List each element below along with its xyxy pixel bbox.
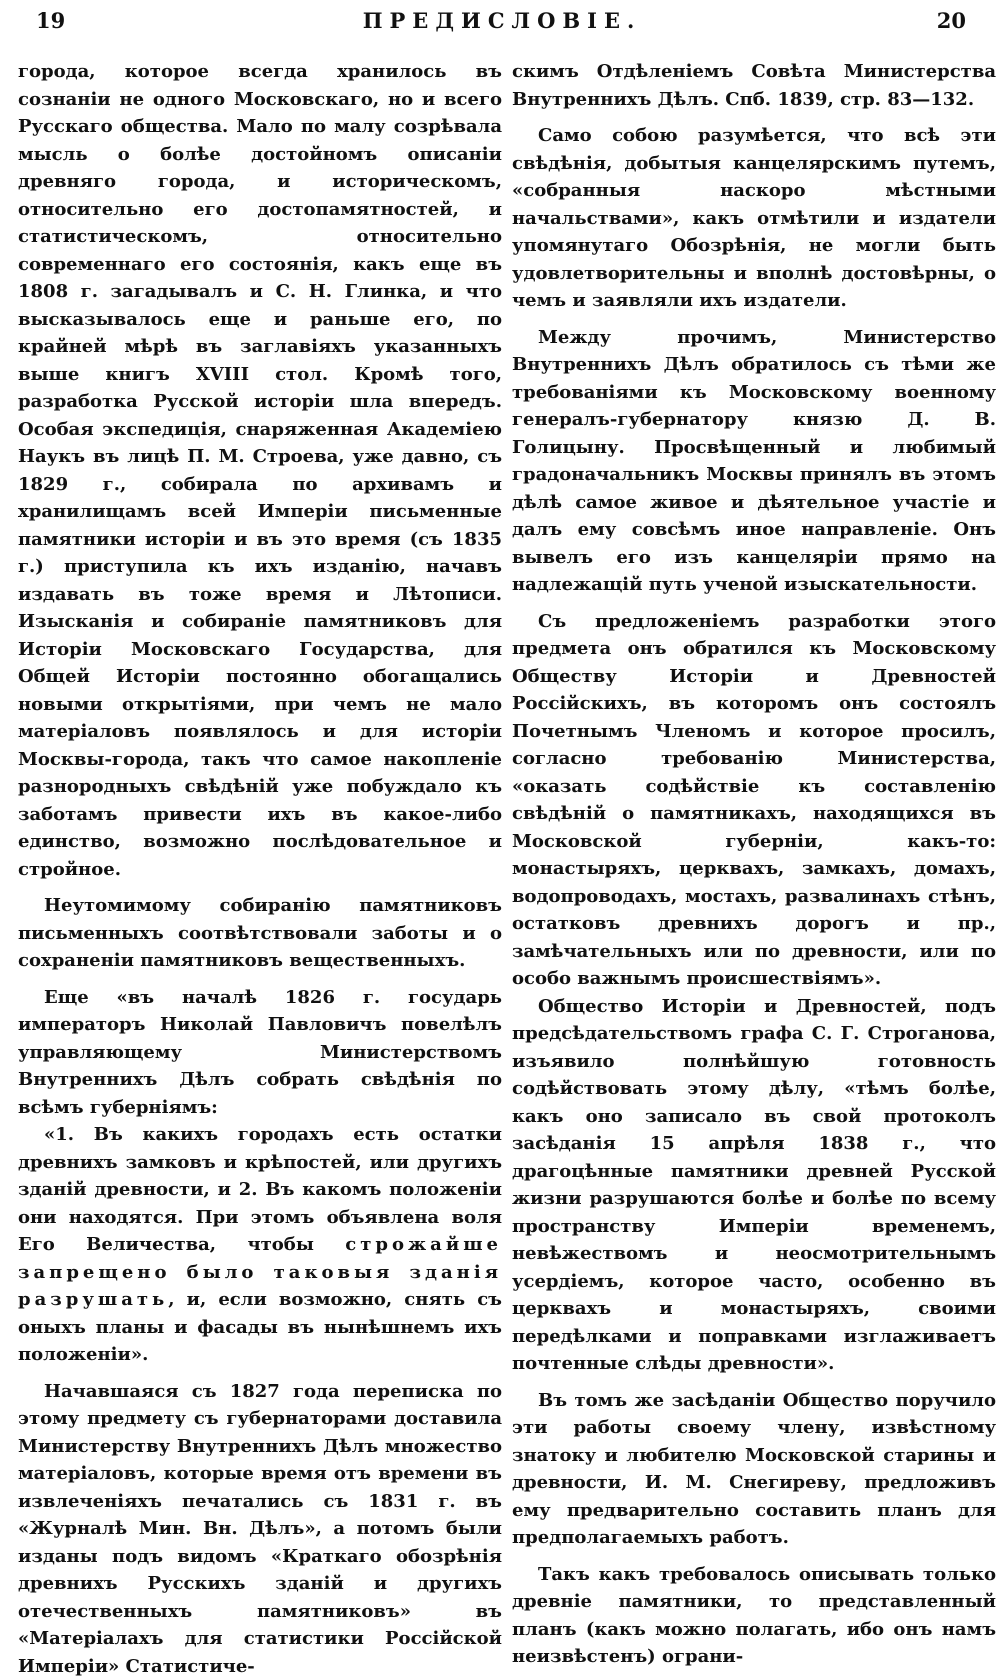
right-paragraph-7: Такъ какъ требовалось описывать только древніе памятники, то представленный планъ (какъ можно полагать, ибо онъ намъ неизвѣстенъ) ограни-: [512, 1561, 996, 1671]
page-number-right: 20: [937, 8, 966, 33]
page-number-left: 19: [36, 8, 65, 33]
left-paragraph-5: Начавшаяся съ 1827 года переписка по этому предмету съ губернаторами доставила Министерству Внутреннихъ Дѣлъ множество матеріаловъ, которые время отъ времени въ извлеченіяхъ печатались съ 1831 г. въ «Журналѣ Мин. Вн. Дѣлъ», а потомъ были изданы подъ видомъ «Краткаго обозрѣнія древнихъ Русскихъ зданій и другихъ отечественныхъ памятниковъ» въ «Матеріалахъ для статистики Россійской Имперіи» Статистиче-: [18, 1378, 502, 1680]
left-paragraph-2: Неутомимому собиранію памятниковъ письменныхъ соотвѣтствовали заботы и о сохраненіи памятниковъ вещественныхъ.: [18, 892, 502, 975]
right-paragraph-5: Общество Исторіи и Древностей, подъ предсѣдательствомъ графа С. Г. Строганова, изъявило полнѣйшую готовность содѣйствовать этому дѣлу, «тѣмъ болѣе, какъ оно записало въ свой протоколъ засѣданія 15 апрѣля 1838 г., что драгоцѣнные памятники древней Русской жизни разрушаются болѣе и болѣе по всему пространству Имперіи временемъ, невѣжествомъ и неосмотрительнымъ усердіемъ, которое часто, особенно въ церквахъ и монастыряхъ, своими передѣлками и поправками изглаживаетъ почтенные слѣды древности».: [512, 993, 996, 1378]
left-paragraph-4: [18, 1121, 502, 1369]
right-paragraph-3: Между прочимъ, Министерство Внутреннихъ Дѣлъ обратилось съ тѣми же требованіями къ Московскому военному генералъ-губернатору князю Д. В. Голицыну. Просвѣщенный и любимый градоначальникъ Москвы принялъ въ этомъ дѣлѣ самое живое и дѣятельное участіе и далъ ему совсѣмъ иное направленіе. Онъ вывелъ его изъ канцеляріи прямо на надлежащій путь ученой изыскательности.: [512, 324, 996, 599]
running-title: ПРЕДИСЛОВІЕ.: [0, 8, 1004, 33]
right-column: [512, 58, 996, 1671]
running-header: [0, 0, 1004, 50]
right-paragraph-6: Въ томъ же засѣданіи Общество поручило эти работы своему члену, извѣстному знатоку и любителю Московской старины и древности, И. М. Снегиреву, предложивъ ему предварительно составить планъ для предполагаемыхъ работъ.: [512, 1387, 996, 1552]
right-paragraph-1: скимъ Отдѣленіемъ Совѣта Министерства Внутреннихъ Дѣлъ. Спб. 1839, стр. 83—132.: [512, 58, 996, 113]
left-paragraph-3: Еще «въ началѣ 1826 г. государь императоръ Николай Павловичъ повелѣлъ управляющему Министерствомъ Внутреннихъ Дѣлъ собрать свѣдѣнія по всѣмъ губерніямъ:: [18, 984, 502, 1122]
quote-text-start: «1. Въ какихъ городахъ есть остатки древнихъ замковъ и крѣпостей, или другихъ зданій древности, и 2. Въ какомъ положеніи они находятся. При этомъ объявлена воля Его Величества, чтобы: [18, 1124, 502, 1255]
quote-text-end: , и, если возможно, снять съ оныхъ планы и фасады въ нынѣшнемъ ихъ положеніи».: [18, 1289, 502, 1365]
spaced-emphasis: строжайше запрещено было таковыя зданія разрушать: [18, 1234, 502, 1310]
right-paragraph-4: Съ предложеніемъ разработки этого предмета онъ обратился къ Московскому Обществу Исторіи и Древностей Россійскихъ, въ которомъ онъ состоялъ Почетнымъ Членомъ и которое просилъ, согласно требованію Министерства, «оказать содѣйствіе къ составленію свѣдѣній о памятникахъ, находящихся въ Московской губерніи, какъ-то: монастыряхъ, церквахъ, замкахъ, домахъ, водопроводахъ, мостахъ, развалинахъ стѣнъ, остатковъ древнихъ дорогъ и пр., замѣчательныхъ или по древности, или по особо важнымъ происшествіямъ».: [512, 608, 996, 993]
left-paragraph-1: города, которое всегда хранилось въ сознаніи не одного Московскаго, но и всего Русскаго общества. Мало по малу созрѣвала мысль о болѣе достойномъ описаніи древняго города, и историческомъ, относительно его достопамятностей, и статистическомъ, относительно современнаго его состоянія, какъ еще въ 1808 г. загадывалъ и С. Н. Глинка, и что высказывалось еще и раньше его, по крайней мѣрѣ въ заглавіяхъ указанныхъ выше книгъ XVIII стол. Кромѣ того, разработка Русской исторіи шла впередъ. Особая экспедиція, снаряженная Академіею Наукъ въ лицѣ П. М. Строева, уже давно, съ 1829 г., собирала по архивамъ и хранилищамъ всей Имперіи письменные памятники исторіи и въ это время (съ 1835 г.) приступила къ ихъ изданію, начавъ издавать въ тоже время и Лѣтописи. Изысканія и собираніе памятниковъ для Исторіи Московскаго Государства, для Общей Исторіи постоянно обогащались новыми открытіями, при чемъ не мало матеріаловъ появлялось и для исторіи Москвы-города, такъ что самое накопленіе разнородныхъ свѣдѣній уже побуждало къ заботамъ привести ихъ въ какое-либо единство, возможно послѣдовательное и стройное.: [18, 58, 502, 883]
right-paragraph-2: Само собою разумѣется, что всѣ эти свѣдѣнія, добытыя канцелярскимъ путемъ, «собранныя наскоро мѣстными начальствами», какъ отмѣтили и издатели упомянутаго Обозрѣнія, не могли быть удовлетворительны и вполнѣ достовѣрны, о чемъ и заявляли ихъ издатели.: [512, 122, 996, 315]
left-column: [18, 58, 502, 1680]
